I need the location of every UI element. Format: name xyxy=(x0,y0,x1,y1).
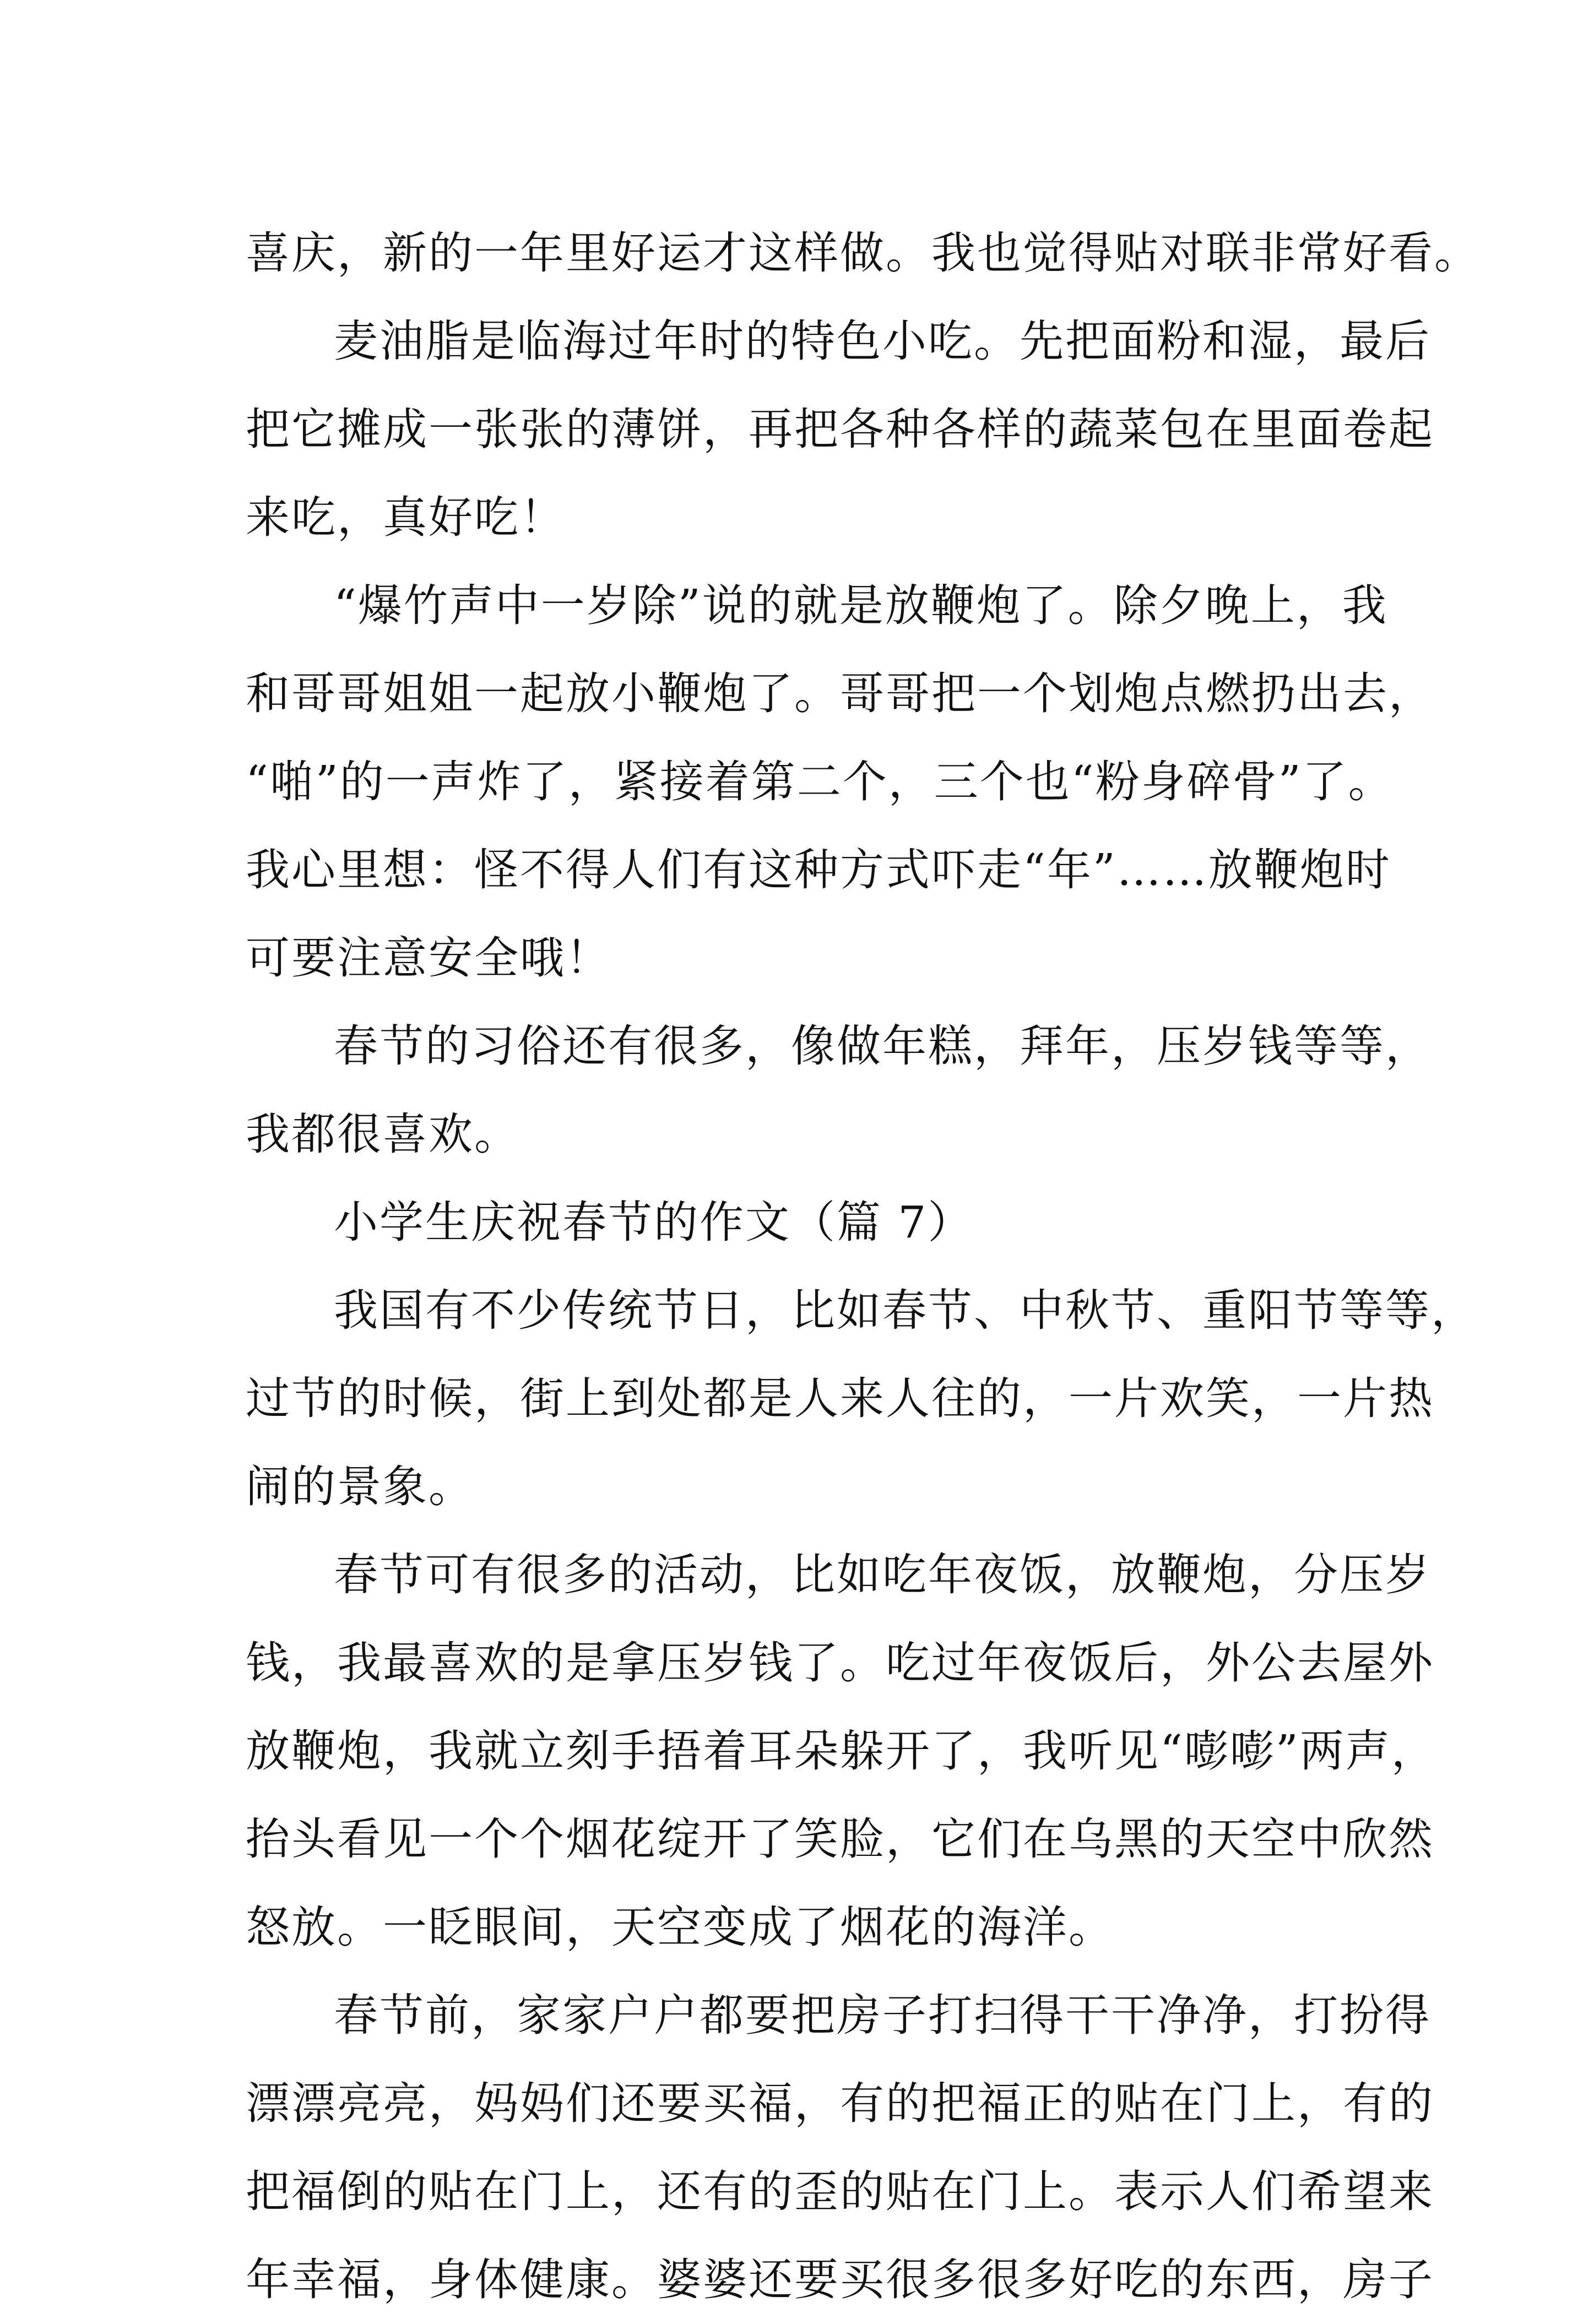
text-line: 我都很喜欢。 xyxy=(246,1109,520,1160)
text-line: 麦油脂是临海过年时的特色小吃。先把面粉和湿，最后 xyxy=(334,316,1431,367)
text-line: 放鞭炮，我就立刻手捂着耳朵躲开了，我听见“嘭嘭”两声， xyxy=(246,1725,1437,1777)
text-line: 把福倒的贴在门上，还有的歪的贴在门上。表示人们希望来 xyxy=(246,2166,1434,2217)
text-line: 春节的习俗还有很多，像做年糕，拜年，压岁钱等等， xyxy=(334,1020,1431,1072)
text-line: 小学生庆祝春节的作文（篇 7） xyxy=(334,1197,974,1248)
text-line: 春节前，家家户户都要把房子打扫得干干净净，打扮得 xyxy=(334,1990,1431,2041)
document-body xyxy=(246,209,1480,2324)
text-line: 可要注意安全哦！ xyxy=(246,932,611,984)
text-line: 抬头看见一个个烟花绽开了笑脸，它们在乌黑的天空中欣然 xyxy=(246,1813,1434,1865)
text-line: 钱，我最喜欢的是拿压岁钱了。吃过年夜饭后，外公去屋外 xyxy=(246,1637,1434,1688)
text-line: 过节的时候，街上到处都是人来人往的，一片欢笑，一片热 xyxy=(246,1373,1434,1424)
text-line: 喜庆，新的一年里好运才这样做。我也觉得贴对联非常好看。 xyxy=(246,227,1480,279)
text-line: 我心里想：怪不得人们有这种方式吓走“年”……放鞭炮时 xyxy=(246,844,1391,895)
text-line: “爆竹声中一岁除”说的就是放鞭炮了。除夕晚上，我 xyxy=(334,580,1388,631)
text-line: 来吃，真好吃！ xyxy=(246,492,566,543)
text-line: 春节可有很多的活动，比如吃年夜饭，放鞭炮，分压岁 xyxy=(334,1549,1431,1600)
text-line: 漂漂亮亮，妈妈们还要买福，有的把福正的贴在门上，有的 xyxy=(246,2078,1434,2129)
text-line: 和哥哥姐姐一起放小鞭炮了。哥哥把一个划炮点燃扔出去， xyxy=(246,668,1434,719)
text-line: 我国有不少传统节日，比如春节、中秋节、重阳节等等， xyxy=(334,1285,1477,1336)
text-line: 把它摊成一张张的薄饼，再把各种各样的蔬菜包在里面卷起 xyxy=(246,404,1434,455)
text-line: “啪”的一声炸了，紧接着第二个，三个也“粉身碎骨”了。 xyxy=(246,756,1394,807)
text-line: 闹的景象。 xyxy=(246,1461,474,1512)
text-line: 年幸福，身体健康。婆婆还要买很多很多好吃的东西，房子 xyxy=(246,2254,1434,2305)
text-line: 怒放。一眨眼间，天空变成了烟花的海洋。 xyxy=(246,1902,1114,1953)
